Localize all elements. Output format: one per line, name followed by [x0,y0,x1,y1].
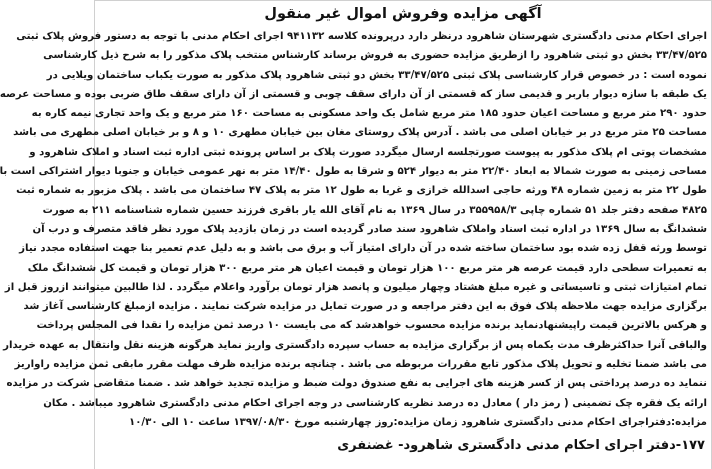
notice-signature: ۱۷۷-دفتر اجرای احکام مدنی دادگستری شاهرود- غضنفری [337,438,705,453]
notice-line: توسط ورثه قفل زده شده بود ساختمان ساخته شده در آن دارای امتیاز آب و برق می باشد و به دلیل عدم تعمیر بنا جهت استفاده مجدد نیاز [19,243,707,255]
notice-line: طول ۲۲ متر به زمین شماره ۴۸ ورثه حاجی اسدالله خرازی و غربا به طول ۱۲ متر به پلاک ۴۷ ساختمان می باشد . پلاک مزبور به شماره ثبت [16,185,707,197]
notice-line: می باشد ضمنا تخلیه و تحویل پلاک مذکور تابع مقررات مربوطه می باشد . چنانچه برنده مزایده ظرف مهلت مقرر مابقی ثمن مزایده راواریز [14,359,707,371]
notice-line: اجرای احکام مدنی دادگستری شهرستان شاهرود درنظر دارد درپرونده کلاسه ۹۴۱۱۳۲ اجرای احکام مدنی با توجه به دستور فروش پلاک ثبتی [16,31,707,42]
notice-line: مشخصات پوتی ام پلاک مذکور به پیوست صورتجلسه ارسال میگردد صورت پلاک بر اساس پرونده ثبتی اداره ثبت اسناد و املاک شاهرود و [29,146,707,158]
notice-line: ۳۳/۴۷/۵۲۵ بخش دو ثبتی شاهرود را ازطریق مزایده حضوری به فروش برساند کارشناس منتخب پلاک مذکور را به شرح ذیل کارشناسی [43,50,707,62]
notice-line: تمام امتیازات ثبتی و تاسیساتی و غیره مبلغ هشتاد وچهار میلیون و پانصد هزار تومان برآورد واعلام میگردد . لذا طالبین میتوانند ازروز قبل از [4,281,707,293]
notice-line: ننماید ده درصد پرداختی پس از کسر هزینه های اجرایی به نفع صندوق دولت ضبط و مزایده تجدید خواهد شد . ضمنا متقاضی شرکت در مزایده [6,378,707,390]
notice-line: برگزاری مزایده جهت ملاحظه پلاک فوق به این دفتر مراجعه و در صورت تمایل در مزایده شرکت نمایند . مزایده ازمبلغ کارشناسی آغاز شد [23,301,707,313]
notice-line: مساحت ۲۵ متر مربع در بر خیابان اصلی می باشد . آدرس پلاک روستای مغان بین خیابان مطهری ۱۰ و ۸ و بر خیابان اصلی مطهری می باشد [13,127,707,139]
notice-line: حدود ۲۹۰ متر مربع و مساحت اعیان حدود ۱۸۵ متر مربع شامل یک واحد مسکونی به مساحت ۱۶۰ متر مربع و یک واحد تجاری نیمه کاره به [31,108,707,120]
notice-title: آگهی مزایده وفروش اموال غیر منقول [264,6,542,22]
notice-line: والباقی آنرا حداکثرظرف مدت یکماه پس از برگزاری مزایده به حساب سپرده دادگستری واریز نماید هرگونه هزینه نقل وانتقال به عهده خریدار [3,339,707,351]
notice-line: نموده است : در خصوص قرار کارشناسی پلاک ثبتی ۳۳/۴۷/۵۲۵ بخش دو ثبتی شاهرود پلاک مذکور به صورت یکباب ساختمان ویلایی در [46,69,707,81]
notice-line: به تعمیرات سطحی دارد قیمت عرصه هر متر مربع ۱۰۰ هزار تومان و قیمت اعیان هر متر مربع ۳۰۰ هزار تومان و قیمت کل ششدانگ ملک [27,262,707,274]
notice-line: ارائه یک فقره چک تضمینی ( رمز دار ) معادل ده درصد نظریه کارشناسی در وجه اجرای احکام مدنی دادگستری شاهرود میباشد . مکان [43,397,707,409]
notice-line: یک طبقه با سازه دیوار باربر و قدیمی ساز که قسمتی از آن دارای سقف چوبی و قسمتی از آن دارای سقف طاق ضربی بوده و مساحت عرصه [0,88,707,100]
notice-line: مزایده:دفتراجرای احکام مدنی دادگستری شاهرود زمان مزایده:روز چهارشنبه مورخ ۱۳۹۷/۰۸/۳۰ ساعت ۱۰ الی ۱۰/۳۰ [129,416,707,428]
notice-line: ۴۸۲۵ صفحه دفتر جلد ۵۱ شماره چاپی ۳۵۵۹۵۸/۳ در سال ۱۳۶۹ به نام آقای الله یار باقری فرزند حسین شماره شناسنامه ۲۱۱ به صورت [42,204,707,216]
notice-line: مساحی زمینی به صورت شمالا به ابعاد ۲۲/۴۰ متر به دیوار ۵۲۴ و شرقا به طول ۱۴/۴۰ متر به نهر عمومی خیابان و جنوبا دیوار اشتراکی است با [0,166,707,178]
notice-line: و هرکس بالاترین قیمت راپیشنهادنماید برنده مزایده محسوب خواهدشد که می بایست ۱۰ درصد ثمن مزایده را نقدا فی المجلس پرداخت [36,320,707,332]
notice-body [0,27,707,432]
notice-line: ششدانگ به سال ۱۳۶۹ در اداره ثبت اسناد واملاک شاهرود سند صادر گردیده است در زمان بازدید پلاک مورد نظر فاقد متصرف و درب آن [32,223,707,235]
